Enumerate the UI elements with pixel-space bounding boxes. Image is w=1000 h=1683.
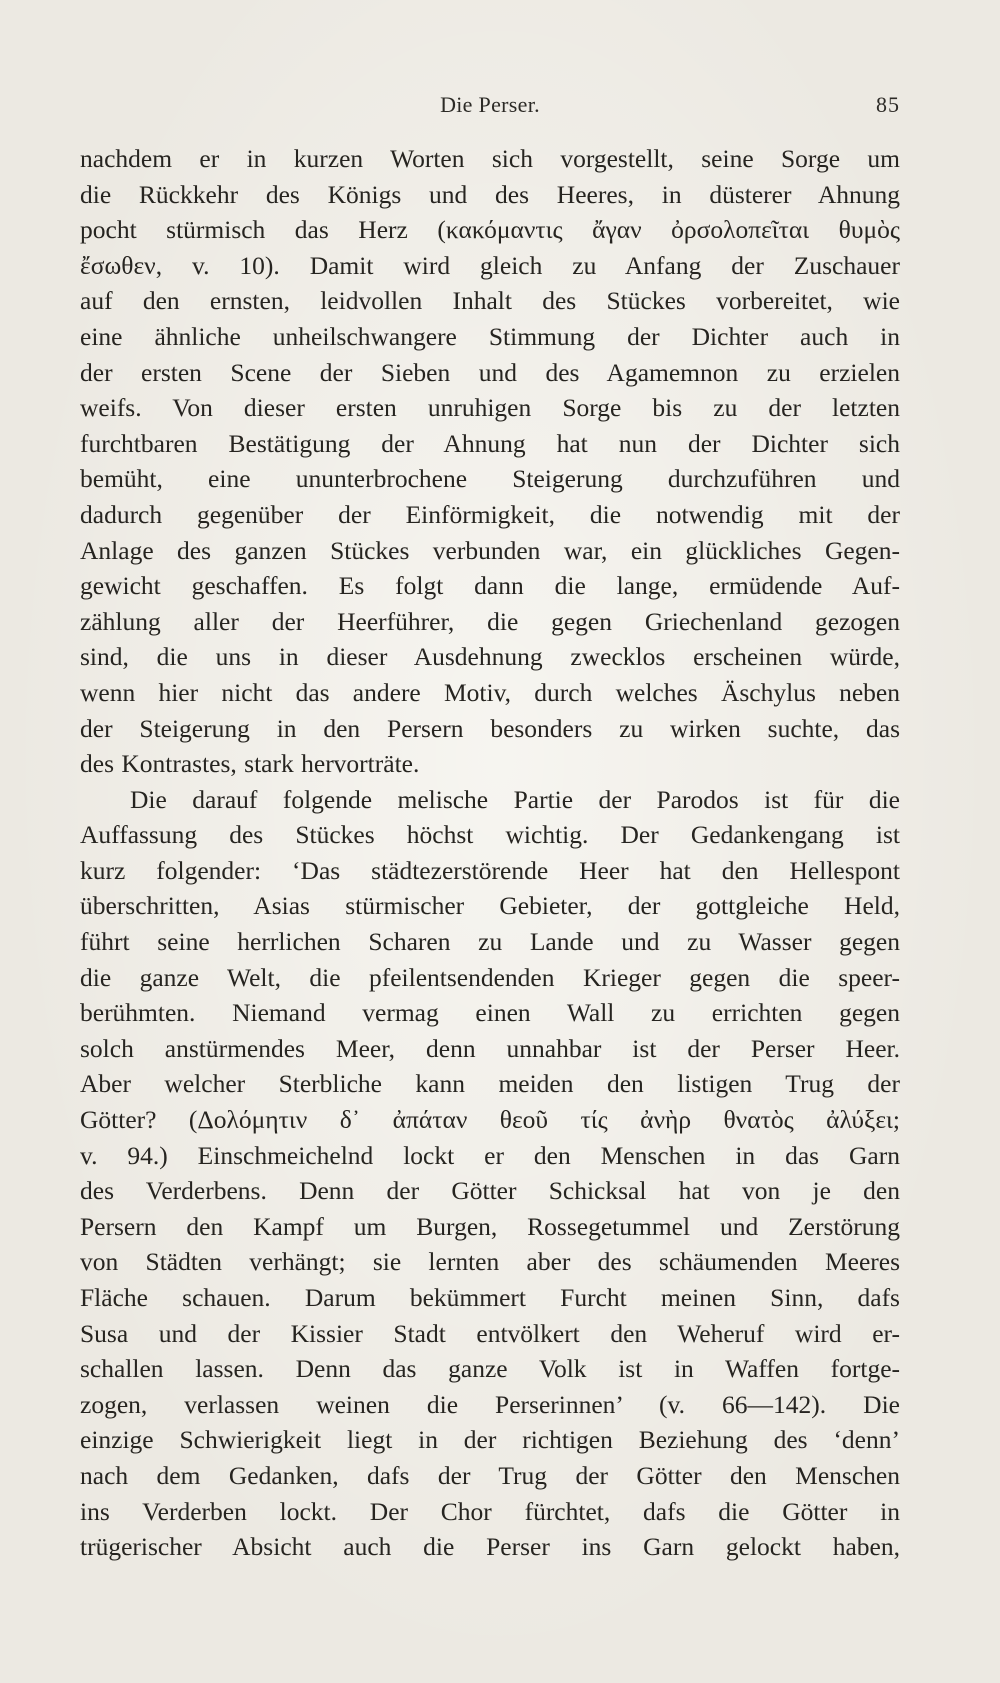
text-line: sind, die uns in dieser Ausdehnung zwecklos erscheinen würde, xyxy=(80,642,900,672)
text-line: Persern den Kampf um Burgen, Rossegetummel und Zerstörung xyxy=(80,1211,900,1241)
text-line: berühmten. Niemand vermag einen Wall zu errichten gegen xyxy=(80,998,900,1028)
text-line: der ersten Scene der Sieben und des Agamemnon zu erzielen xyxy=(80,357,900,387)
body-text xyxy=(80,141,900,1565)
text-line: furchtbaren Bestätigung der Ahnung hat nun der Dichter sich xyxy=(80,428,900,458)
text-line: die ganze Welt, die pfeilentsendenden Krieger gegen die speer- xyxy=(80,962,900,992)
text-line: weifs. Von dieser ersten unruhigen Sorge bis zu der letzten xyxy=(80,393,900,423)
text-line: eine ähnliche unheilschwangere Stimmung der Dichter auch in xyxy=(80,321,900,351)
text-line: einzige Schwierigkeit liegt in der richtigen Beziehung des ‘denn’ xyxy=(80,1425,900,1455)
text-line: kurz folgender: ‘Das städtezerstörende Heer hat den Hellespont xyxy=(80,855,900,885)
text-line: wenn hier nicht das andere Motiv, durch welches Äschylus neben xyxy=(80,677,900,707)
text-line: solch anstürmendes Meer, denn unnahbar ist der Perser Heer. xyxy=(80,1033,900,1063)
text-line: führt seine herrlichen Scharen zu Lande und zu Wasser gegen xyxy=(80,927,900,957)
text-line: v. 94.) Einschmeichelnd lockt er den Menschen in das Garn xyxy=(80,1140,900,1170)
text-line: gewicht geschaffen. Es folgt dann die lange, ermüdende Auf- xyxy=(80,571,900,601)
running-title: Die Perser. xyxy=(440,92,540,117)
text-line: Anlage des ganzen Stückes verbunden war, ein glückliches Gegen- xyxy=(80,535,900,565)
text-line: pocht stürmisch das Herz (κακόμαντις ἄγαν ὀρσολοπεῖται θυμὸς xyxy=(80,215,900,245)
text-line: auf den ernsten, leidvollen Inhalt des Stückes vorbereitet, wie xyxy=(80,286,900,316)
text-line: überschritten, Asias stürmischer Gebieter, der gottgleiche Held, xyxy=(80,891,900,921)
text-line: des Kontrastes, stark hervorträte. xyxy=(80,749,420,779)
text-line: bemüht, eine ununterbrochene Steigerung durchzuführen und xyxy=(80,464,900,494)
text-line: von Städten verhängt; sie lernten aber des schäumenden Meeres xyxy=(80,1247,900,1277)
text-line: Auffassung des Stückes höchst wichtig. Der Gedankengang ist xyxy=(80,820,900,850)
text-line: Susa und der Kissier Stadt entvölkert den Weheruf wird er- xyxy=(80,1318,900,1348)
text-line: Aber welcher Sterbliche kann meiden den listigen Trug der xyxy=(80,1069,900,1099)
text-line: ἔσωθεν, v. 10). Damit wird gleich zu Anfang der Zuschauer xyxy=(80,250,900,280)
text-line: trügerischer Absicht auch die Perser ins Garn gelockt haben, xyxy=(80,1532,900,1562)
text-line: nachdem er in kurzen Worten sich vorgestellt, seine Sorge um xyxy=(80,144,900,173)
text-line: der Steigerung in den Persern besonders zu wirken suchte, das xyxy=(80,713,900,743)
text-line: schallen lassen. Denn das ganze Volk ist in Waffen fortge- xyxy=(80,1354,900,1384)
text-line: zogen, verlassen weinen die Perserinnen’ (v. 66—142). Die xyxy=(80,1389,900,1419)
text-line: Götter? (Δολόμητιν δ᾽ ἀπάταν θεοῦ τίς ἀνὴρ θνατὸς ἀλύξει; xyxy=(80,1105,900,1135)
text-line: des Verderbens. Denn der Götter Schicksal hat von je den xyxy=(80,1176,900,1206)
running-head xyxy=(80,92,900,122)
text-line: ins Verderben lockt. Der Chor fürchtet, dafs die Götter in xyxy=(80,1496,900,1526)
text-line: die Rückkehr des Königs und des Heeres, in düsterer Ahnung xyxy=(80,179,900,209)
text-line: dadurch gegenüber der Einförmigkeit, die notwendig mit der xyxy=(80,499,900,529)
text-line: zählung aller der Heerführer, die gegen Griechenland gezogen xyxy=(80,606,900,636)
text-line: nach dem Gedanken, dafs der Trug der Götter den Menschen xyxy=(80,1460,900,1490)
paragraph-start-line: Die darauf folgende melische Partie der Parodos ist für die xyxy=(130,784,900,814)
page-number: 85 xyxy=(876,92,900,117)
text-line: Fläche schauen. Darum bekümmert Furcht meinen Sinn, dafs xyxy=(80,1283,900,1312)
